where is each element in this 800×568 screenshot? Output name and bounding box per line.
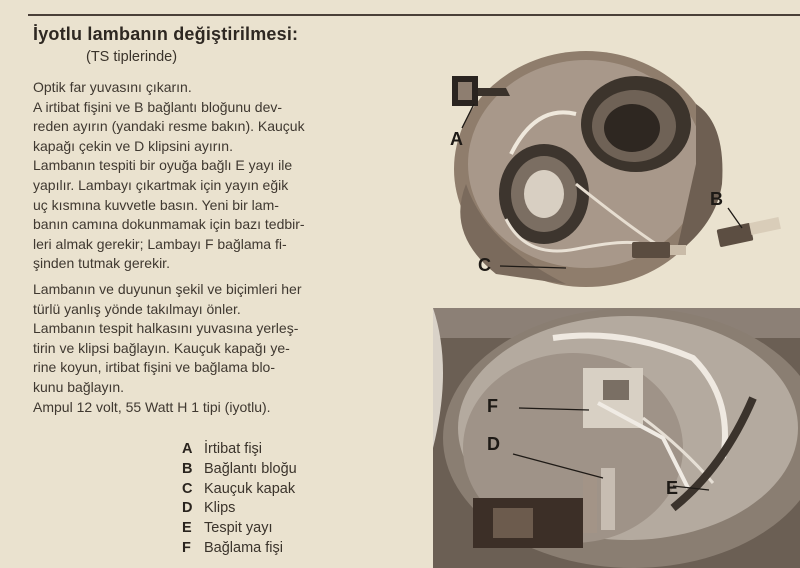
legend-item: D Klips (182, 500, 236, 517)
label-e: E (666, 478, 679, 498)
top-rule (28, 14, 800, 16)
text-line: rine koyun, irtibat fişini ve bağlama blo- (33, 359, 276, 376)
page-title: İyotlu lambanın değiştirilmesi: (33, 24, 299, 44)
legend-item: B Bağlantı bloğu (182, 460, 297, 477)
text-line: tirin ve klipsi bağlayın. Kauçuk kapağı ye- (33, 339, 290, 356)
label-f: F (487, 396, 498, 416)
label-a: A (450, 129, 463, 149)
legend-item: A İrtibat fişi (182, 441, 263, 457)
label-d: D (487, 434, 500, 454)
text-line: reden ayırın (yandaki resme bakın). Kauçuk (33, 118, 305, 135)
text-line: Ampul 12 volt, 55 Watt H 1 tipi (iyotlu). (33, 398, 271, 415)
text-line: Optik far yuvasını çıkarın. (33, 79, 192, 95)
text-line: Lambanın tespiti bir oyuğa bağlı E yayı ile (33, 157, 293, 174)
text-line: banın camına dokunmamak için bazı tedbir- (33, 216, 305, 233)
label-c: C (478, 255, 491, 275)
parts-legend (182, 440, 297, 559)
label-b: B (710, 189, 723, 209)
text-line: Lambanın ve duyunun şekil ve biçimleri her (33, 280, 302, 297)
text-line: türlü yanlış yönde takılmayı önler. (33, 300, 241, 317)
text-line: kunu bağlayın. (33, 378, 125, 395)
page-subtitle: (TS tiplerinde) (86, 49, 178, 65)
legend-item: F Bağlama fişi (182, 539, 283, 556)
text-line: Lambanın tespit halkasını yuvasına yerleş- (33, 320, 299, 337)
legend-item: E Tespit yayı (182, 520, 273, 537)
text-line: yapılır. Lambayı çıkartmak için yayın eğik (33, 176, 289, 193)
text-line: leri almak gerekir; Lambayı F bağlama fi- (33, 235, 287, 252)
legend-item: C Kauçuk kapak (182, 480, 296, 497)
text-line: şinden tutmak gerekir. (33, 255, 170, 272)
headlight-photo-top (426, 44, 800, 294)
text-line: uç kısmına kuvvetle basın. Yeni bir lam- (33, 196, 279, 213)
text-line: kapağı çekin ve D klipsini ayırın. (33, 137, 233, 154)
instructions-text (33, 78, 373, 417)
text-line: A irtibat fişini ve B bağlantı bloğunu dev- (33, 98, 283, 115)
headlight-photo-bottom (433, 308, 800, 568)
